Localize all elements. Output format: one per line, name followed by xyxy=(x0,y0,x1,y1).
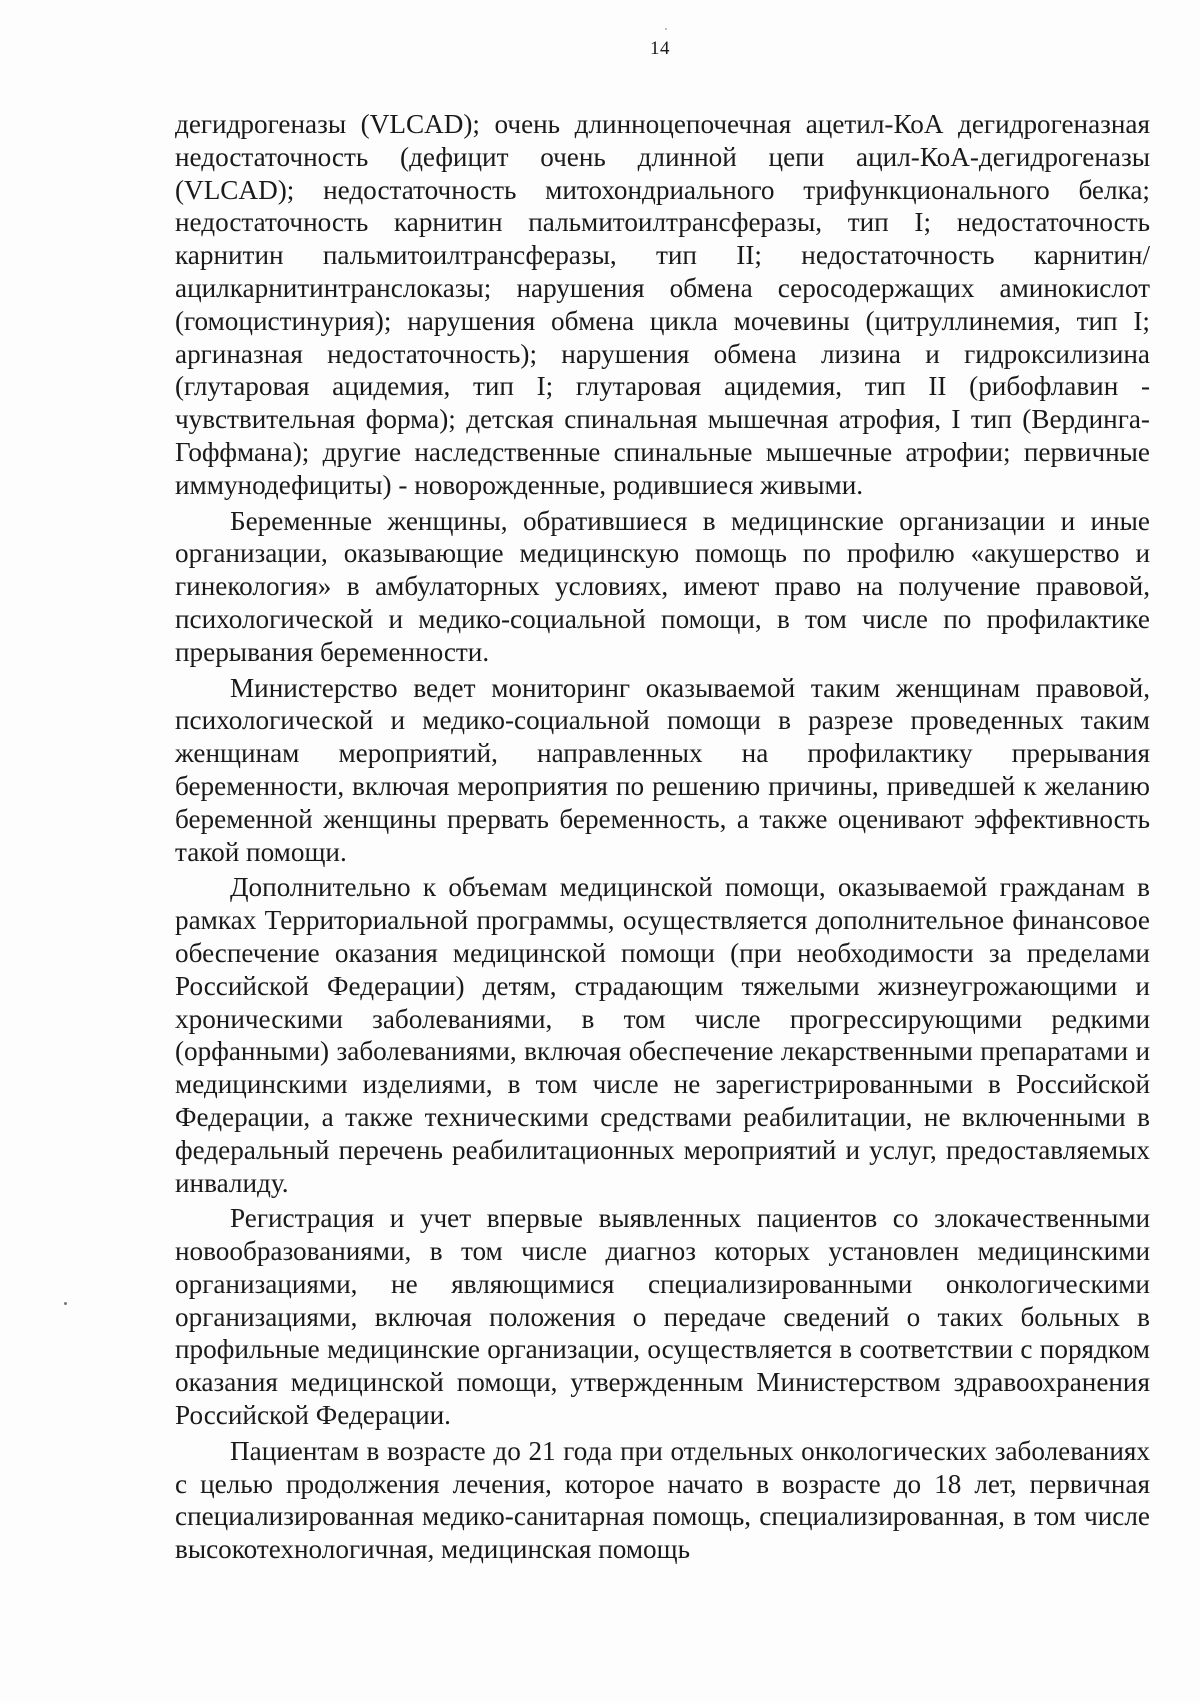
paragraph-additional-financing: Дополнительно к объемам медицинской помощи, оказываемой гражданам в рамках Территориальной программы, осуществляется дополнительное финансовое обеспечение оказания медицинской помощи (при необходимости за пределами Российской Федерации) детям, страдающим тяжелыми жизнеугрожающими и хроническими заболеваниями, в том числе прогрессирующими редкими (орфанными) заболеваниями, включая обеспечение лекарственными препаратами и медицинскими изделиями, в том числе не зарегистрированными в Российской Федерации, а также техническими средствами реабилитации, не включенными в федеральный перечень реабилитационных мероприятий и услуг, предоставляемых инвалиду. xyxy=(175,872,1150,1198)
paragraph-continuation: дегидрогеназы (VLCAD); очень длинноцепочечная ацетил-КоА дегидрогеназная недостаточность (дефицит очень длинной цепи ацил-КоА-дегидрогеназы (VLCAD); недостаточность митохондриального трифункционального белка; недостаточность карнитин пальмитоилтрансферазы, тип I; недостаточность карнитин пальмитоилтрансферазы, тип II; недостаточность карнитин/ацилкарнитинтранслоказы; нарушения обмена серосодержащих аминокислот (гомоцистинурия); нарушения обмена цикла мочевины (цитруллинемия, тип I; аргиназная недостаточность); нарушения обмена лизина и гидроксилизина (глутаровая ацидемия, тип I; глутаровая ацидемия, тип II (рибофлавин - чувствительная форма); детская спинальная мышечная атрофия, I тип (Вердинга-Гоффмана); другие наследственные спинальные мышечные атрофии; первичные иммунодефициты) - новорожденные, родившиеся живыми. xyxy=(175,109,1150,500)
paragraph-pregnant-women-assistance: Беременные женщины, обратившиеся в медицинские организации и иные организации, оказывающие медицинскую помощь по профилю «акушерство и гинекология» в амбулаторных условиях, имеют право на получение правовой, психологической и медико-социальной помощи, в том числе по профилактике прерывания беременности. xyxy=(175,505,1150,667)
paragraph-patients-under-21: Пациентам в возрасте до 21 года при отдельных онкологических заболеваниях с целью продолжения лечения, которое начато в возрасте до 18 лет, первичная специализированная медико-санитарная помощь, специализированная, в том числе высокотехнологичная, медицинская помощь xyxy=(175,1435,1150,1565)
paragraph-cancer-registration: Регистрация и учет впервые выявленных пациентов со злокачественными новообразованиями, в том числе диагноз которых установлен медицинскими организациями, не являющимися специализированными онкологическими организациями, включая положения о передаче сведений о таких больных в профильные медицинские организации, осуществляется в соответствии с порядком оказания медицинской помощи, утвержденным Министерством здравоохранения Российской Федерации. xyxy=(175,1203,1150,1431)
page-number: 14 xyxy=(650,38,670,59)
scan-speck xyxy=(64,1302,67,1305)
scan-speck xyxy=(665,28,667,30)
paragraph-ministry-monitoring: Министерство ведет мониторинг оказываемой таким женщинам правовой, психологической и медико-социальной помощи в разрезе проведенных таким женщинам мероприятий, направленных на профилактику прерывания беременности, включая мероприятия по решению причины, приведшей к желанию беременной женщины прервать беременность, а также оценивают эффективность такой помощи. xyxy=(175,672,1150,867)
document-body xyxy=(175,108,1150,1569)
